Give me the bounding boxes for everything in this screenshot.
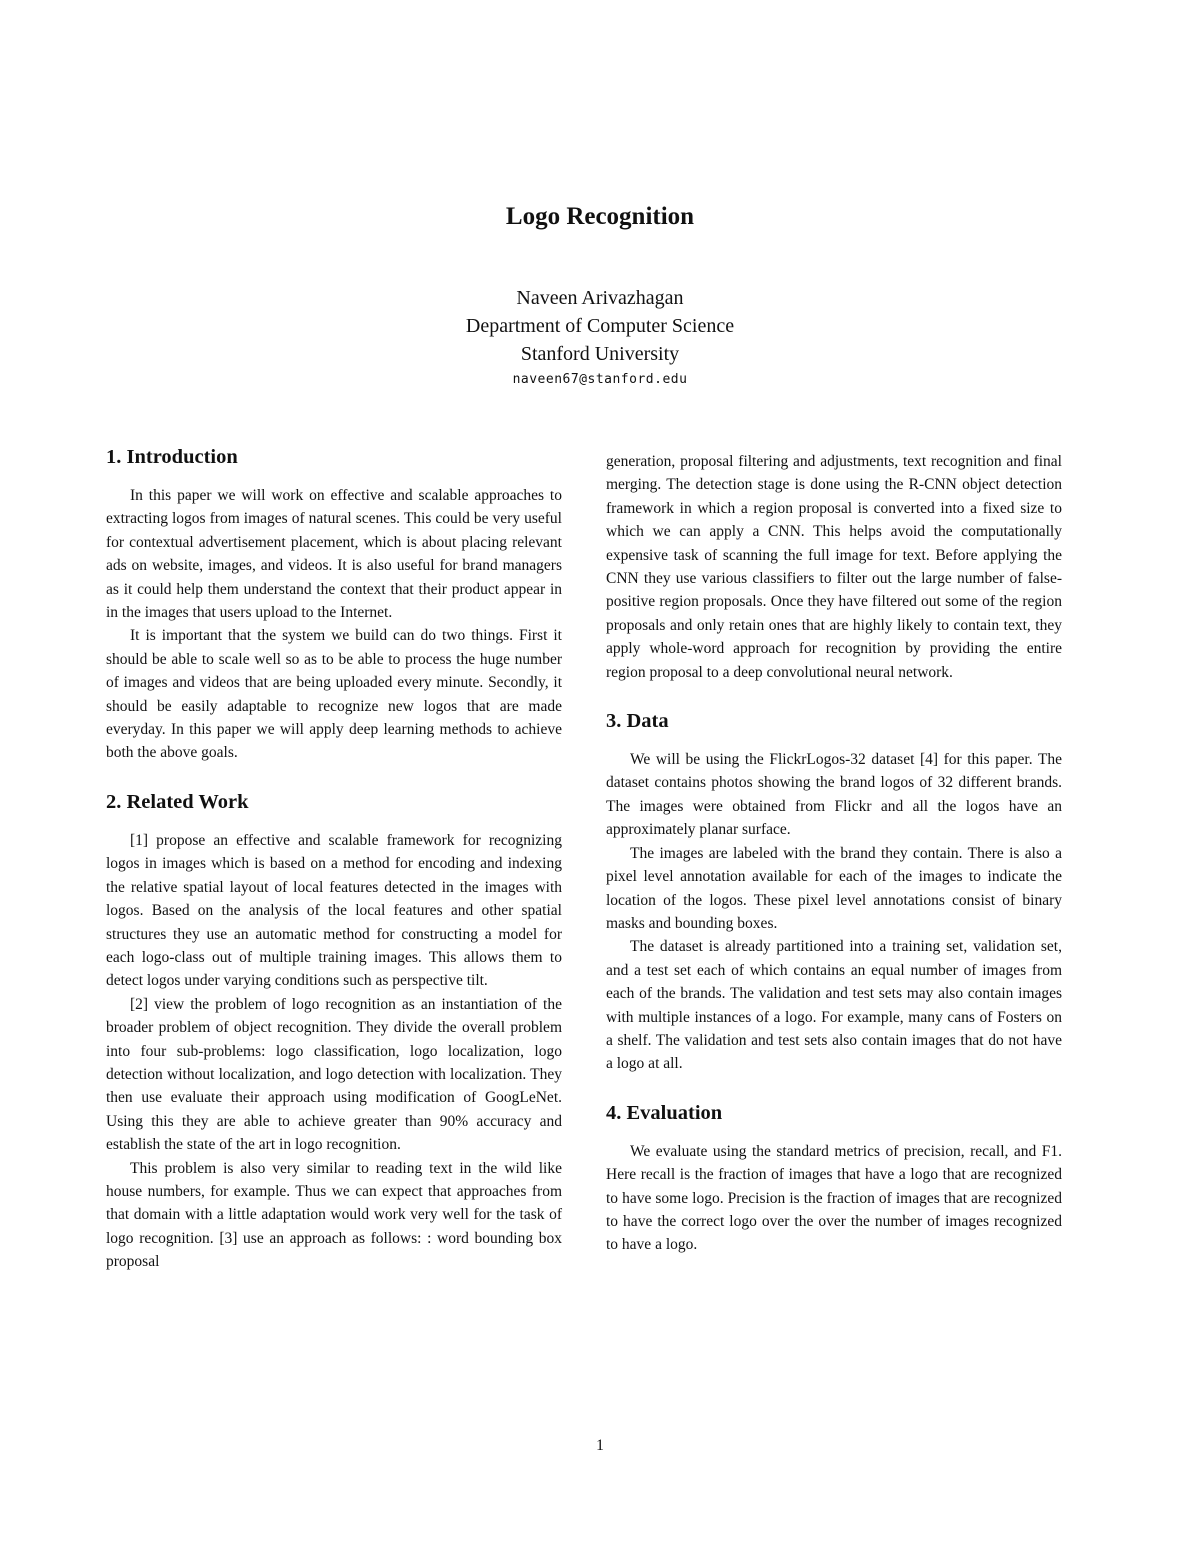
author-department: Department of Computer Science bbox=[465, 315, 735, 337]
paragraph: [2] view the problem of logo recognition as an instantiation of the broader problem of object recognition. They divide the overall problem into four sub-problems: logo classification, logo localization, logo detection without localization, and logo detection with localization. They then use evaluate their approach using modification of GoogLeNet. Using this they are able to achieve greater than 90% accuracy and establish the state of the art in logo recognition. bbox=[106, 995, 562, 1154]
section-related-work-continued bbox=[606, 450, 1062, 684]
author-email: naveen67@stanford.edu bbox=[512, 372, 688, 387]
section-heading: 4. Evaluation bbox=[606, 1101, 723, 1124]
author-university: Stanford University bbox=[520, 343, 680, 365]
section-heading: 3. Data bbox=[606, 710, 669, 733]
paragraph: It is important that the system we build can do two things. First it should be able to scale well so as to be able to process the huge number of images and videos that are being uploaded every minute. Secondly, it should be easily adaptable to recognize new logos that are made everyday. In this paper we will apply deep learning methods to achieve both the above goals. bbox=[106, 627, 562, 762]
paragraph: The dataset is already partitioned into a training set, validation set, and a test set each of which contains an equal number of images from each of the brands. The validation and test sets may also contain images with multiple instances of a logo. For example, many cans of Fosters on a shelf. The validation and test sets also contain images that do not have a logo at all. bbox=[606, 938, 1062, 1073]
paragraph: generation, proposal filtering and adjustments, text recognition and final merging. The detection stage is done using the R-CNN object detection framework in which a region proposal is converted into a fixed size to which we can apply a CNN. This helps avoid the computationally expensive task of scanning the full image for text. Before applying the CNN they use various classifiers to filter out the large number of false-positive region proposals. Once they have filtered out some of the region proposals and only retain ones that are highly likely to contain text, they apply whole-word approach for recognition by providing the entire region proposal to a deep convolutional neural network. bbox=[606, 453, 1062, 681]
right-column bbox=[606, 450, 1062, 1257]
left-column bbox=[106, 444, 562, 1274]
section-heading: 2. Related Work bbox=[106, 790, 249, 813]
section-related-work bbox=[106, 789, 562, 1274]
paragraph: In this paper we will work on effective and scalable approaches to extracting logos from images of natural scenes. This could be very useful for contextual advertisement placement, which is about placing relevant ads on website, images, and videos. It is also useful for brand managers as it could help them understand the context that their product appear in in the images that users upload to the Internet. bbox=[106, 487, 562, 622]
section-evaluation bbox=[606, 1100, 1062, 1257]
page-number: 1 bbox=[596, 1437, 604, 1454]
paragraph: [1] propose an effective and scalable framework for recognizing logos in images which is based on a method for encoding and indexing the relative spatial layout of local features detected in the images with logos. Based on the analysis of the local features and other spatial structures they use an automatic method for constructing a model for each logo-class out of multiple training images. This allows them to detect logos under varying conditions such as perspective tilt. bbox=[106, 831, 562, 990]
author-block bbox=[0, 284, 1200, 368]
section-data bbox=[606, 708, 1062, 1076]
paragraph: The images are labeled with the brand they contain. There is also a pixel level annotation available for each of the images to indicate the location of the logos. These pixel level annotations consist of binary masks and bounding boxes. bbox=[606, 844, 1062, 932]
paragraph: This problem is also very similar to reading text in the wild like house numbers, for example. Thus we can expect that approaches from that domain with a little adaptation would work very well for the task of logo recognition. [3] use an approach as follows: : word bounding box proposal bbox=[106, 1159, 562, 1271]
paragraph: We evaluate using the standard metrics of precision, recall, and F1. Here recall is the fraction of images that have a logo that are recognized to have some logo. Precision is the fraction of images that are recognized to have the correct logo over the over the number of images recognized to have a logo. bbox=[606, 1142, 1062, 1254]
author-name: Naveen Arivazhagan bbox=[516, 287, 684, 309]
paper-title: Logo Recognition bbox=[505, 203, 695, 230]
paragraph: We will be using the FlickrLogos-32 dataset [4] for this paper. The dataset contains photos showing the brand logos of 32 different brands. The images were obtained from Flickr and all the logos have an approximately planar surface. bbox=[606, 751, 1062, 839]
section-heading: 1. Introduction bbox=[106, 446, 238, 468]
section-introduction bbox=[106, 444, 562, 765]
